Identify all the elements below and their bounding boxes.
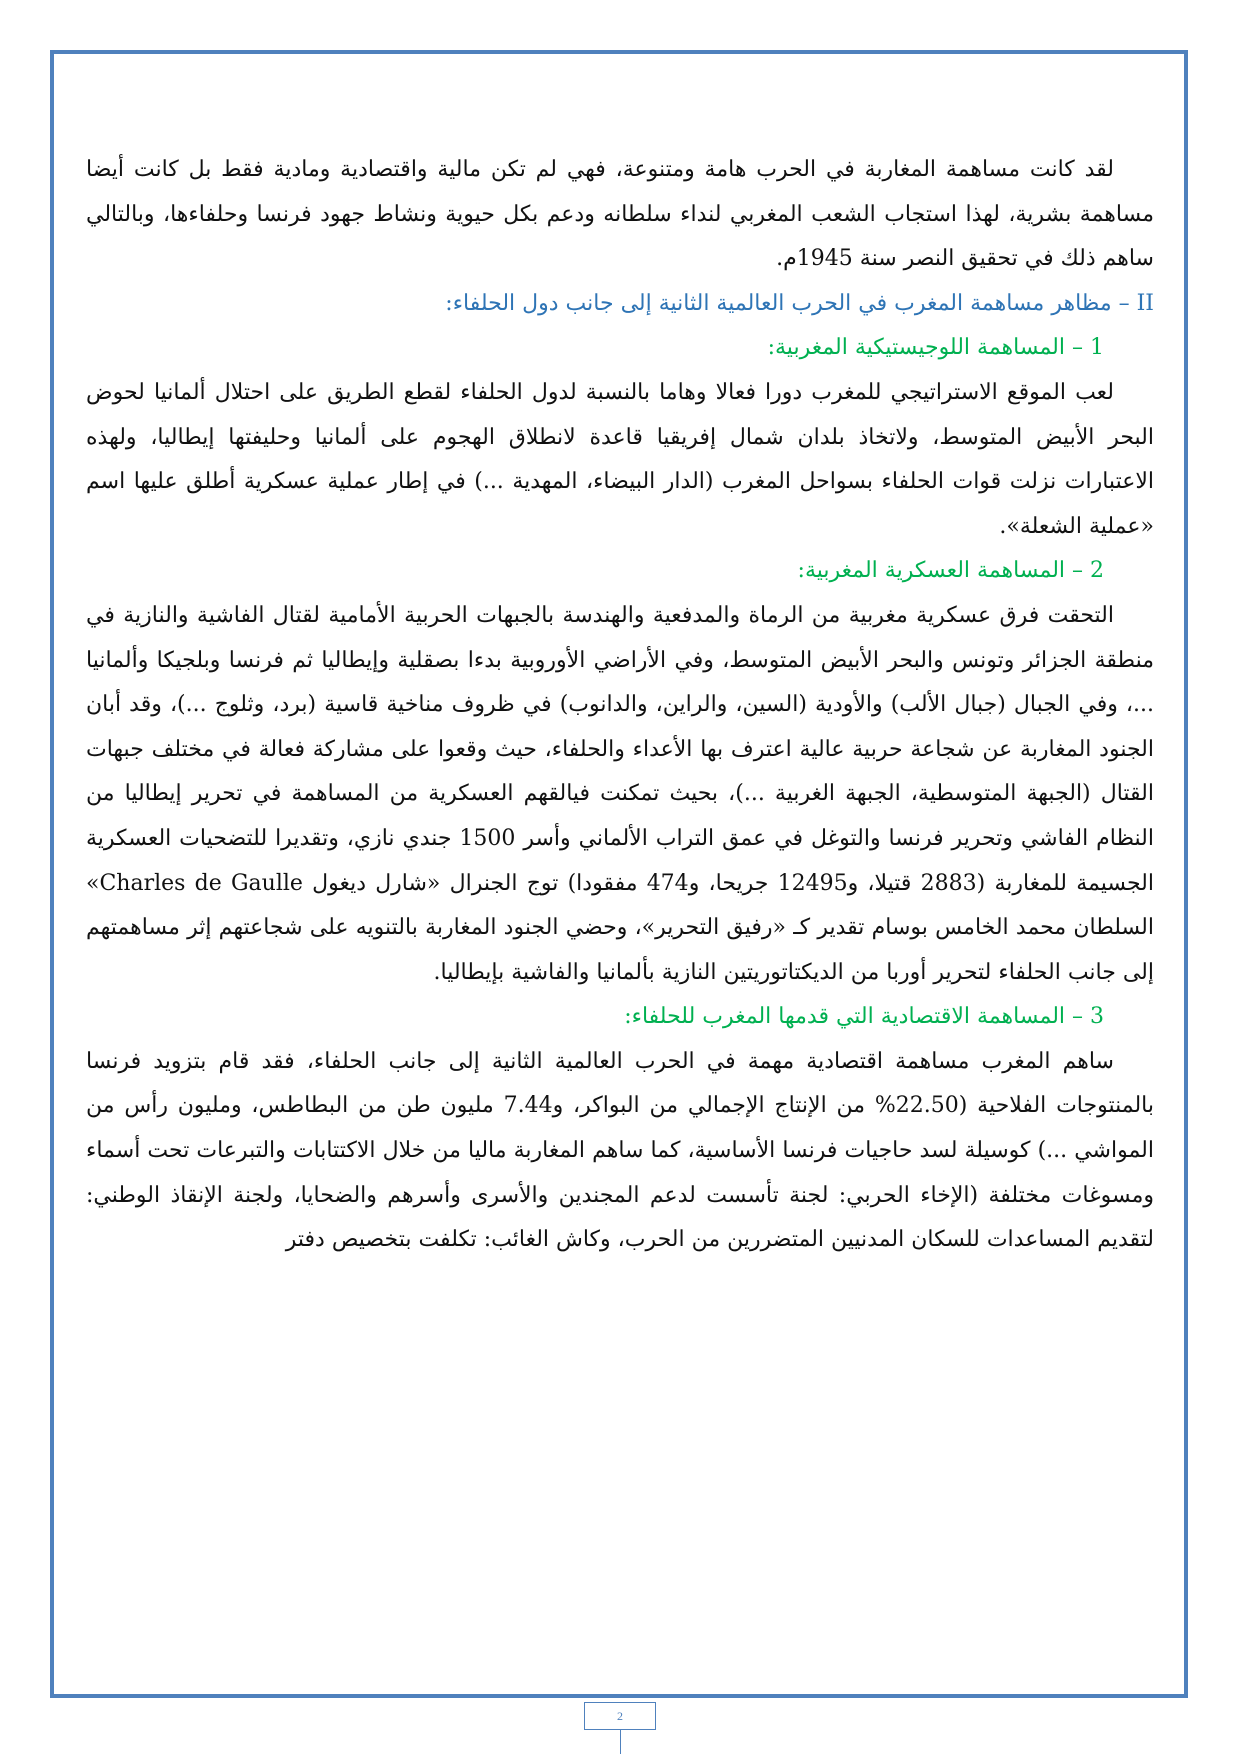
- section-heading-ii: II – مظاهر مساهمة المغرب في الحرب العالمية الثانية إلى جانب دول الحلفاء:: [445, 290, 1154, 316]
- subsection-heading-military: 2 – المساهمة العسكرية المغربية:: [797, 558, 1104, 584]
- page-number-connector: [620, 1730, 621, 1754]
- logistics-paragraph: لعب الموقع الاستراتيجي للمغرب دورا فعالا وهاما بالنسبة لدول الحلفاء لقطع الطريق على احتلال ألمانيا لحوض البحر الأبيض المتوسط، ولاتخاذ بلدان شمال إفريقيا قاعدة لانطلاق الهجوم على ألمانيا وحليفتها إيطاليا، ولهذه الاعتبارات نزلت قوات الحلفاء بسواحل المغرب (الدار البيضاء، المهدية ...) في إطار عملية عسكرية أطلق عليها اسم «عملية الشعلة».: [86, 379, 1154, 539]
- economic-paragraph: ساهم المغرب مساهمة اقتصادية مهمة في الحرب العالمية الثانية إلى جانب الحلفاء، فقد قام بتزويد فرنسا بالمنتوجات الفلاحية (22.50% من الإنتاج الإجمالي من البواكر، و7.44 مليون طن من البطاطس، ومليون رأس من المواشي ...) كوسيلة لسد حاجيات فرنسا الأساسية، كما ساهم المغاربة ماليا من خلال الاكتتابات والتبرعات تحت أسماء ومسوغات مختلفة (الإخاء الحربي: لجنة تأسست لدعم المجندين والأسرى وأسرهم والضحايا، ولجنة الإنقاذ الوطني: لتقديم المساعدات للسكان المدنيين المتضررين من الحرب، وكاش الغائب: تكلفت بتخصيص دفتر: [86, 1048, 1154, 1253]
- intro-paragraph: لقد كانت مساهمة المغاربة في الحرب هامة ومتنوعة، فهي لم تكن مالية واقتصادية ومادية فقط بل كانت أيضا مساهمة بشرية، لهذا استجاب الشعب المغربي لنداء سلطانه ودعم بكل حيوية ونشاط جهود فرنسا وحلفاءها، وبالتالي ساهم ذلك في تحقيق النصر سنة 1945م.: [86, 157, 1154, 272]
- subsection-heading-logistics: 1 – المساهمة اللوجيستيكية المغربية:: [767, 335, 1104, 361]
- military-paragraph: التحقت فرق عسكرية مغربية من الرماة والمدفعية والهندسة بالجبهات الحربية الأمامية لقتال الفاشية والنازية في منطقة الجزائر وتونس والبحر الأبيض المتوسط، وفي الأراضي الأوروبية بدءا بصقلية وإيطاليا ثم فرنسا وبلجيكا وألمانيا ...، وفي الجبال (جبال الألب) والأودية (السين، والراين، والدانوب) في ظروف مناخية قاسية (برد، وثلوج ...)، وقد أبان الجنود المغاربة عن شجاعة حربية عالية اعترف بها الأعداء والحلفاء، حيث وقعوا على مشاركة فعالة في مختلف جبهات القتال (الجبهة المتوسطية، الجبهة الغربية ...)، بحيث تمكنت فيالقهم العسكرية من المساهمة في تحرير إيطاليا من النظام الفاشي وتحرير فرنسا والتوغل في عمق التراب الألماني وأسر 1500 جندي نازي، وتقديرا للتضحيات العسكرية الجسيمة للمغاربة (2883 قتيلا، و12495 جريحا، و474 مفقودا) توج الجنرال «شارل ديغول Charles de Gaulle» السلطان محمد الخامس بوسام تقدير كـ «رفيق التحرير»، وحضي الجنود المغاربة بالتنويه على شجاعتهم إثر مساهمتهم إلى جانب الحلفاء لتحرير أوربا من الديكتاتوريتين النازية بألمانيا والفاشية بإيطاليا.: [86, 602, 1155, 985]
- document-body: [86, 148, 1154, 1263]
- page-number: 2: [617, 1709, 623, 1723]
- subsection-heading-economic: 3 – المساهمة الاقتصادية التي قدمها المغرب للحلفاء:: [624, 1004, 1104, 1030]
- page-number-box: [584, 1702, 656, 1730]
